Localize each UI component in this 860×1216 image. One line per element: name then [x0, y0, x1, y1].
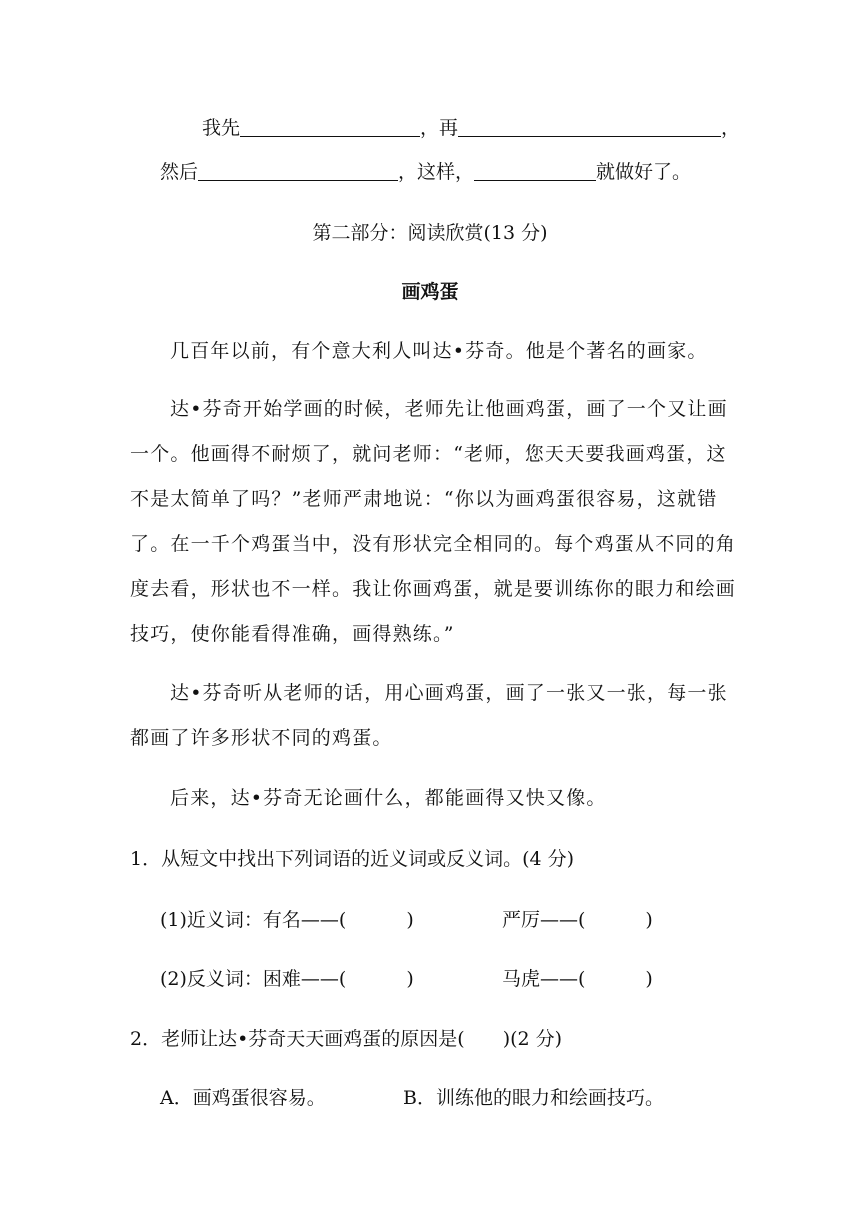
question-1-stem: 1．从短文中找出下列词语的近义词或反义词。(4 分) — [130, 848, 575, 870]
story-line: 了。在一千个鸡蛋当中，没有形状完全相同的。每个鸡蛋从不同的角 — [130, 533, 737, 555]
story-line: 都画了许多形状不同的鸡蛋。 — [130, 727, 393, 749]
synonym-prompt: 严厉——( — [502, 909, 586, 931]
story-line: 几百年以前，有个意大利人叫达•芬奇。他是个著名的画家。 — [170, 340, 708, 362]
fill-in-text: ， — [721, 117, 741, 139]
fill-in-line-2 — [160, 162, 691, 182]
story-line: 一个。他画得不耐烦了，就问老师：“老师，您天天要我画鸡蛋，这 — [130, 443, 727, 465]
fill-in-line-1 — [202, 118, 740, 138]
antonym-prompt: (2)反义词：困难——( — [160, 968, 347, 990]
fill-in-text: ，这样， — [398, 161, 475, 183]
fill-in-text: 然后 — [160, 161, 199, 183]
synonym-prompt: (1)近义词：有名——( — [160, 909, 347, 931]
fill-in-text: 我先 — [202, 117, 241, 139]
question-2-stem: 2．老师让达•芬奇天天画鸡蛋的原因是( )(2 分) — [130, 1028, 563, 1050]
answer-blank[interactable] — [474, 162, 596, 181]
option-b[interactable]: B．训练他的眼力和绘画技巧。 — [403, 1087, 664, 1109]
section-heading: 第二部分：阅读欣赏(13 分) — [312, 222, 548, 244]
paren-close: ) — [645, 909, 653, 931]
answer-blank[interactable] — [198, 162, 398, 181]
question-1-row-1-left — [160, 911, 414, 930]
fill-in-text: ，再 — [420, 117, 459, 139]
story-line: 技巧，使你能看得准确，画得熟练。” — [130, 623, 455, 645]
question-1-row-2-right — [502, 970, 653, 989]
paren-close: ) — [406, 909, 414, 931]
story-line: 达•芬奇开始学画的时候，老师先让他画鸡蛋，画了一个又让画 — [170, 398, 728, 420]
option-a[interactable]: A．画鸡蛋很容易。 — [160, 1087, 326, 1109]
story-line: 达•芬奇听从老师的话，用心画鸡蛋，画了一张又一张，每一张 — [170, 682, 728, 704]
question-1-row-1-right — [502, 911, 653, 930]
question-1-row-2-left — [160, 970, 414, 989]
answer-blank[interactable] — [240, 118, 420, 137]
paren-close: ) — [645, 968, 653, 990]
antonym-prompt: 马虎——( — [502, 968, 586, 990]
paren-close: ) — [406, 968, 414, 990]
story-line: 后来，达•芬奇无论画什么，都能画得又快又像。 — [170, 787, 607, 809]
story-title: 画鸡蛋 — [401, 281, 459, 303]
answer-blank[interactable] — [458, 118, 721, 137]
story-line: 度去看，形状也不一样。我让你画鸡蛋，就是要训练你的眼力和绘画 — [130, 578, 737, 600]
fill-in-text: 就做好了。 — [596, 161, 692, 183]
story-line: 不是太简单了吗？”老师严肃地说：“你以为画鸡蛋很容易，这就错 — [130, 488, 718, 510]
